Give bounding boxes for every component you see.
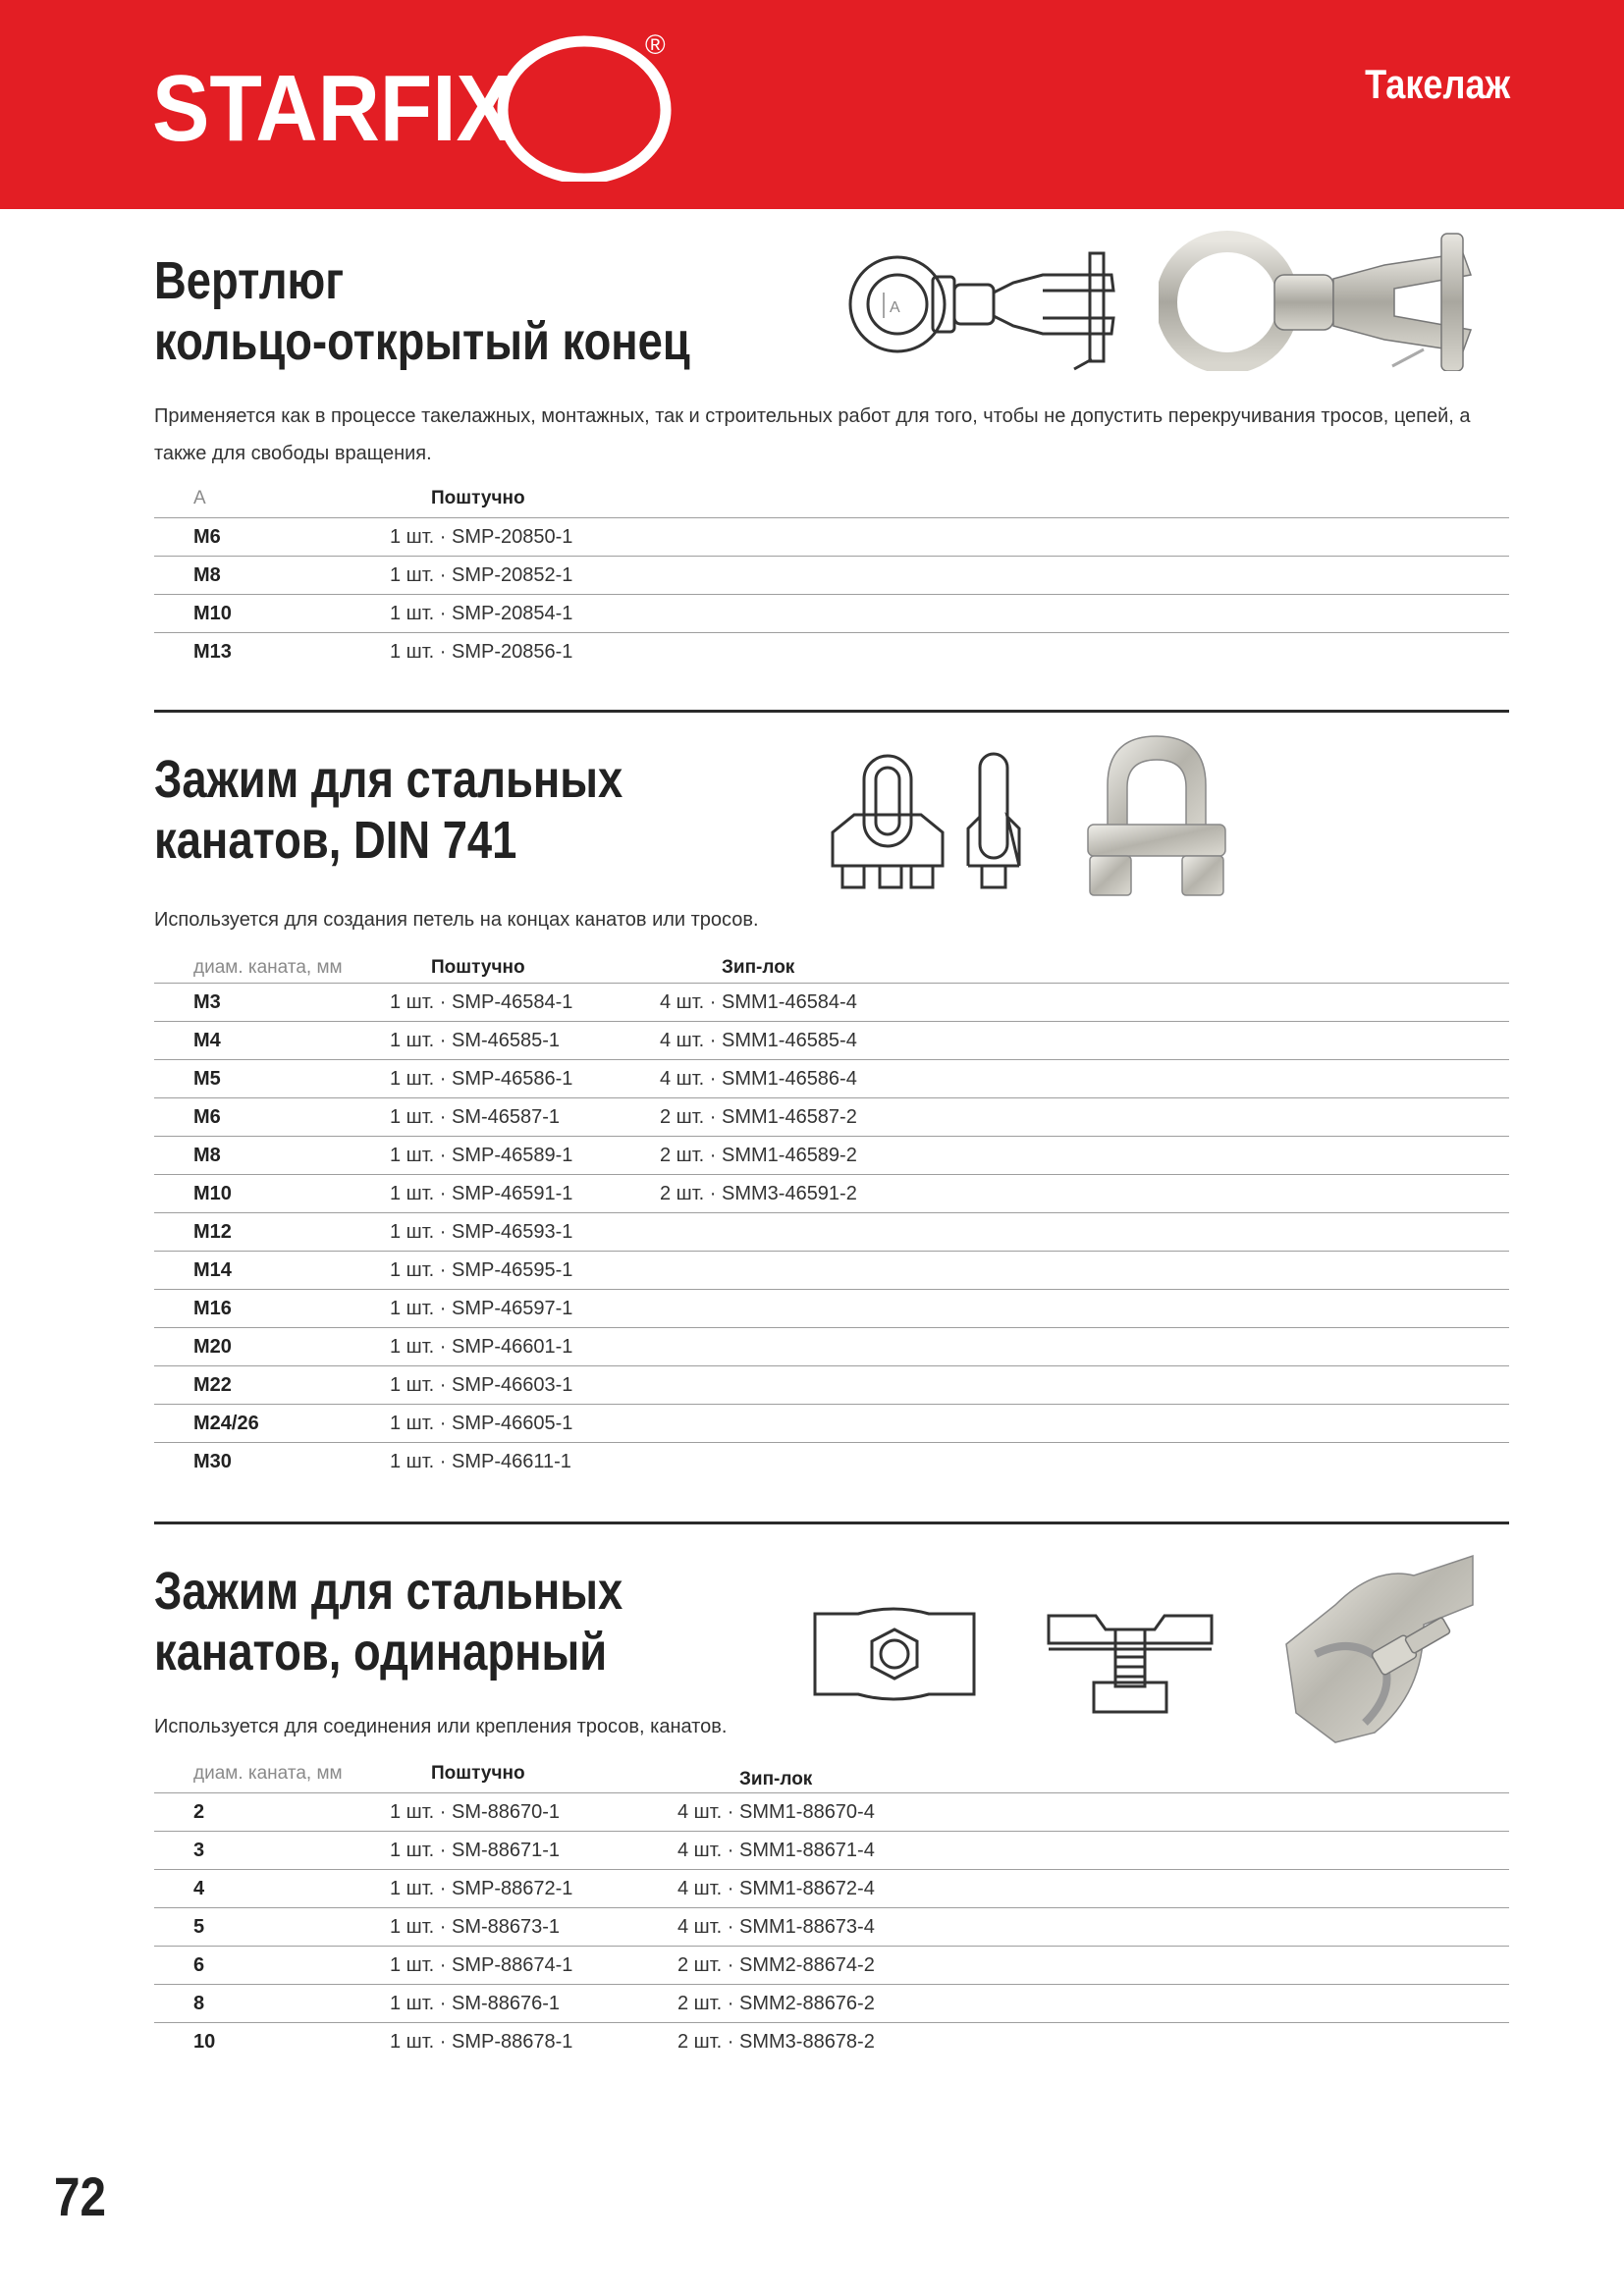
table-row: M14 1 шт. · SMP-46595-1 — [154, 1251, 1509, 1290]
table-row: M20 1 шт. · SMP-46601-1 — [154, 1327, 1509, 1366]
section-description: Используется для соединения или крепления тросов, канатов. — [154, 1716, 728, 1737]
table-row: M8 1 шт. · SMP-20852-1 — [154, 556, 1509, 595]
single-clamp-photo — [1276, 1546, 1483, 1752]
table-row: M22 1 шт. · SMP-46603-1 — [154, 1365, 1509, 1405]
table-header: диам. каната, мм Поштучно Зип-лок — [193, 1763, 813, 1789]
svg-text:A: A — [890, 299, 900, 316]
table-row: M24/26 1 шт. · SMP-46605-1 — [154, 1404, 1509, 1443]
table-row: M6 1 шт. · SM-46587-1 2 шт. · SMM1-46587-2 — [154, 1097, 1509, 1137]
table-header: A Поштучно — [193, 488, 525, 508]
table-row: 3 1 шт. · SM-88671-1 4 шт. · SMM1-88671-4 — [154, 1831, 1509, 1870]
section-title: Зажим для стальных канатов, DIN 741 — [154, 750, 623, 870]
table-row: M13 1 шт. · SMP-20856-1 — [154, 632, 1509, 671]
svg-text:STARFIX: STARFIX — [152, 56, 514, 161]
table-row: 6 1 шт. · SMP-88674-1 2 шт. · SMM2-88674-2 — [154, 1946, 1509, 1985]
table-header: диам. каната, мм Поштучно Зип-лок — [193, 957, 795, 978]
swivel-diagram — [846, 234, 1131, 371]
section-title: Вертлюг кольцо-открытый конец — [154, 251, 690, 371]
category-title: Такелаж — [1364, 61, 1510, 107]
table-row: M10 1 шт. · SMP-46591-1 2 шт. · SMM3-46591-2 — [154, 1174, 1509, 1213]
section-divider — [154, 1522, 1509, 1524]
table-row: M10 1 шт. · SMP-20854-1 — [154, 594, 1509, 633]
table-row: M3 1 шт. · SMP-46584-1 4 шт. · SMM1-46584-4 — [154, 983, 1509, 1022]
din741-diagram — [825, 746, 1070, 898]
table-row: M16 1 шт. · SMP-46597-1 — [154, 1289, 1509, 1328]
table-row: 2 1 шт. · SM-88670-1 4 шт. · SMM1-88670-4 — [154, 1792, 1509, 1832]
din741-photo — [1078, 726, 1235, 903]
single-clamp-side-diagram — [1047, 1610, 1214, 1718]
header-band — [0, 0, 1624, 209]
section-description: Применяется как в процессе такелажных, монтажных, так и строительных работ для того, чтобы не допустить перекручивания тросов, цепей, а также для свободы вращения. — [154, 405, 1471, 464]
table-row: 8 1 шт. · SM-88676-1 2 шт. · SMM2-88676-2 — [154, 1984, 1509, 2023]
swivel-photo — [1159, 224, 1492, 371]
table-row: M30 1 шт. · SMP-46611-1 — [154, 1442, 1509, 1481]
table-row: M6 1 шт. · SMP-20850-1 — [154, 517, 1509, 557]
table-row: M5 1 шт. · SMP-46586-1 4 шт. · SMM1-46586-4 — [154, 1059, 1509, 1098]
svg-text:®: ® — [645, 29, 666, 60]
table-row: M4 1 шт. · SM-46585-1 4 шт. · SMM1-46585-4 — [154, 1021, 1509, 1060]
table-row: M8 1 шт. · SMP-46589-1 2 шт. · SMM1-46589-2 — [154, 1136, 1509, 1175]
section-description: Используется для создания петель на концах канатов или тросов. — [154, 909, 759, 931]
single-clamp-top-diagram — [811, 1600, 978, 1708]
page-number: 72 — [54, 2165, 106, 2227]
table-row: 5 1 шт. · SM-88673-1 4 шт. · SMM1-88673-4 — [154, 1907, 1509, 1947]
table-row: M12 1 шт. · SMP-46593-1 — [154, 1212, 1509, 1252]
section-title: Зажим для стальных канатов, одинарный — [154, 1562, 623, 1682]
section-divider — [154, 710, 1509, 713]
table-row: 4 1 шт. · SMP-88672-1 4 шт. · SMM1-88672-4 — [154, 1869, 1509, 1908]
starfix-logo — [152, 25, 682, 182]
table-row: 10 1 шт. · SMP-88678-1 2 шт. · SMM3-88678-2 — [154, 2022, 1509, 2061]
